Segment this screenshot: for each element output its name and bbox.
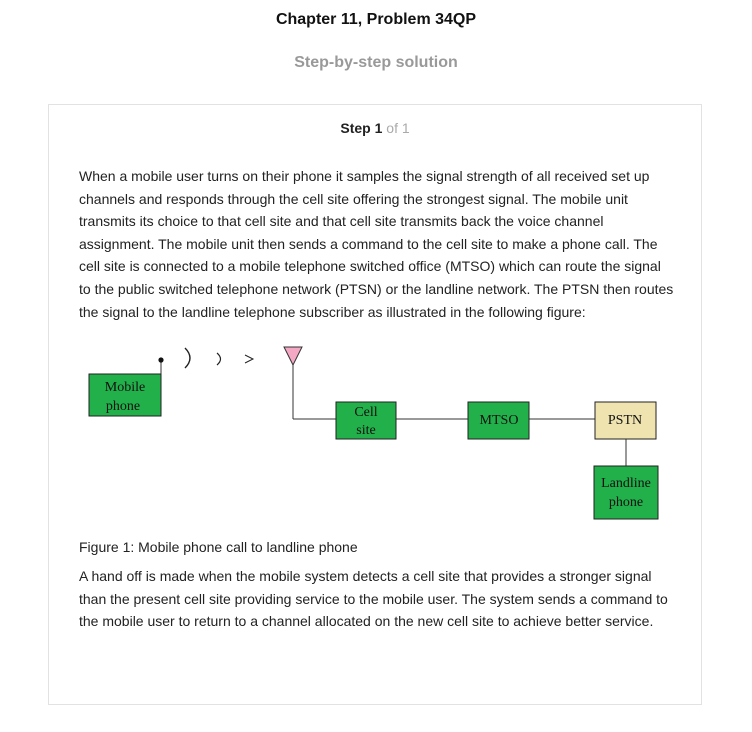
network-diagram [49, 105, 703, 535]
mobile-antenna-tip-icon [158, 357, 163, 362]
cell-site-label-line2: site [356, 423, 376, 438]
step-word: Step [340, 120, 371, 136]
mtso-label: MTSO [479, 413, 519, 428]
chapter-title: Chapter 11, Problem 34QP [275, 11, 477, 28]
step-of-total: of 1 [386, 120, 410, 136]
handoff-paragraph: A hand off is made when the mobile system detects a cell site that provides a stronger signal than the present cell site providing service to the mobile user. The system sends a command to the mobile user to return to a channel allocated on the new cell site to achieve better service. [79, 568, 668, 630]
step-number: 1 [374, 120, 383, 136]
cell-tower-antenna-icon [284, 347, 302, 365]
pstn-label: PSTN [607, 413, 643, 428]
solution-card [48, 104, 702, 705]
landline-phone-label-line2: phone [608, 495, 644, 510]
landline-phone-box [594, 466, 658, 519]
signal-wave-medium-icon [217, 353, 221, 365]
signal-wave-small-icon [245, 355, 253, 363]
landline-phone-label-line1: Landline [601, 476, 651, 491]
solution-subtitle: Step-by-step solution [294, 54, 458, 71]
mobile-phone-label-line1: Mobile [104, 380, 146, 395]
cell-site-label-line1: Cell [354, 405, 378, 420]
explanation-paragraph: When a mobile user turns on their phone it samples the signal strength of all received set up channels and responds through the cell site offering the strongest signal. The mobile unit transmits its choice to that cell site and that cell site transmits back the voice channel assignment. The mobile unit then sends a command to the cell site to make a phone call. The cell site is connected to a mobile telephone switched office (MTSO) which can route the signal to the public switched telephone network (PTSN) or the landline network. The PTSN then routes the signal to the landline telephone subscriber as illustrated in the following figure: [79, 168, 674, 320]
figure-caption: Figure 1: Mobile phone call to landline phone [79, 539, 358, 555]
signal-wave-large-icon [185, 348, 190, 368]
mobile-phone-label-line2: phone [105, 399, 141, 414]
